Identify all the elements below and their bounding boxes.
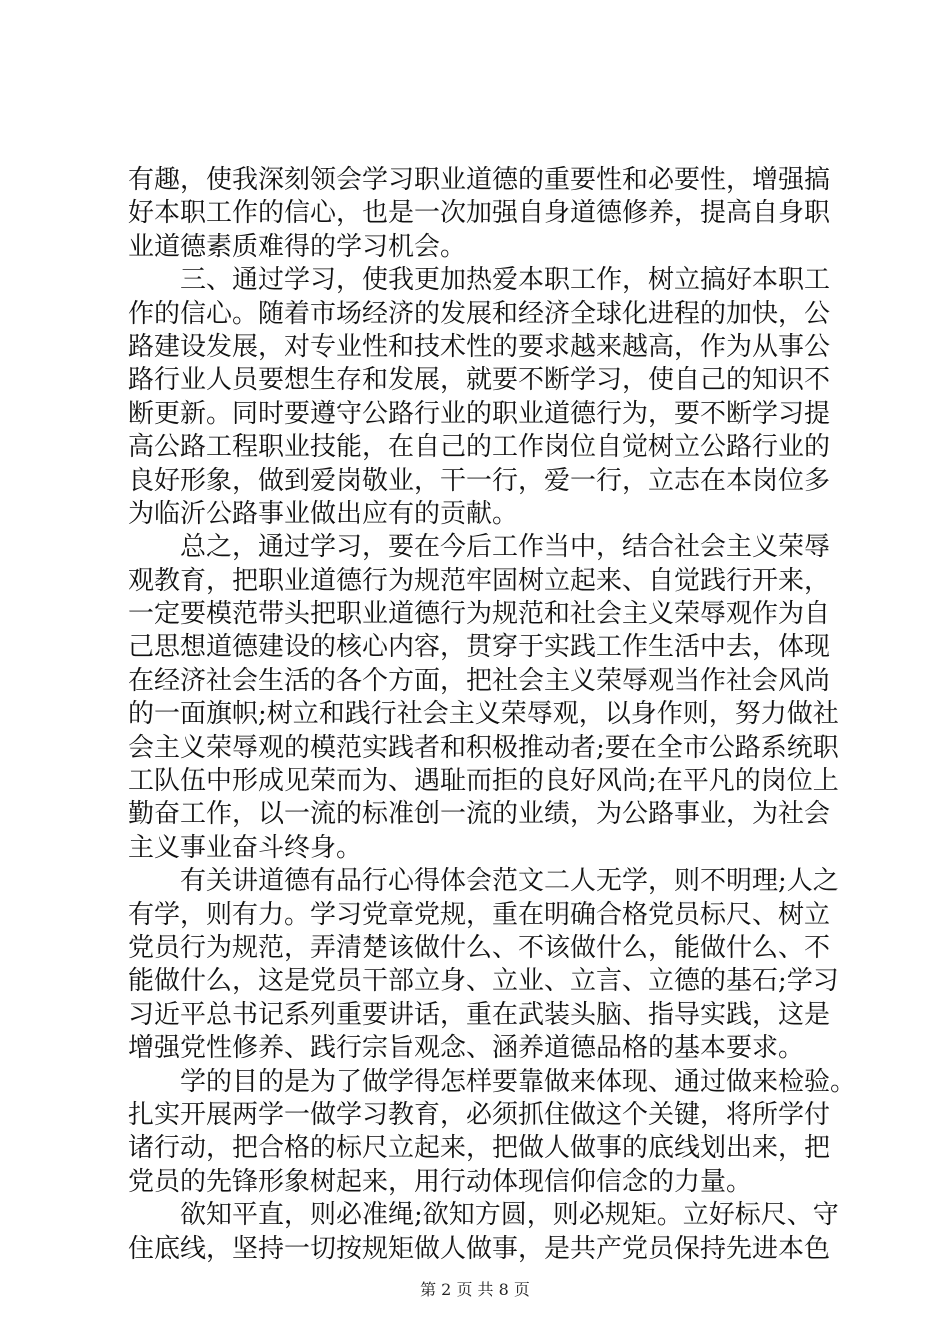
text-line: 三、通过学习，使我更加热爱本职工作，树立搞好本职工 (128, 265, 831, 296)
document-body (128, 164, 857, 1266)
text-line: 诸行动，把合格的标尺立起来，把做人做事的底线划出来，把 (128, 1133, 831, 1164)
text-line: 住底线，坚持一切按规矩做人做事，是共产党员保持先进本色 (128, 1233, 831, 1264)
text-line: 工队伍中形成见荣而为、遇耻而拒的良好风尚;在平凡的岗位上 (128, 766, 839, 797)
text-line: 能做什么，这是党员干部立身、立业、立言、立德的基石;学习 (128, 966, 839, 997)
text-line: 的一面旗帜;树立和践行社会主义荣辱观，以身作则，努力做社 (128, 699, 839, 730)
text-line: 一定要模范带头把职业道德行为规范和社会主义荣辱观作为自 (128, 599, 831, 630)
text-line: 勤奋工作，以一流的标准创一流的业绩，为公路事业，为社会 (128, 799, 831, 830)
text-line: 习近平总书记系列重要讲话，重在武装头脑、指导实践，这是 (128, 999, 831, 1030)
text-line: 为临沂公路事业做出应有的贡献。 (128, 498, 519, 529)
text-line: 业道德素质难得的学习机会。 (128, 231, 467, 262)
text-line: 党员行为规范，弄清楚该做什么、不该做什么，能做什么、不 (128, 932, 831, 963)
text-line: 总之，通过学习，要在今后工作当中，结合社会主义荣辱 (128, 532, 831, 563)
text-line: 欲知平直，则必准绳;欲知方圆，则必规矩。立好标尺、守 (128, 1200, 839, 1231)
page-number-footer: 第 2 页 共 8 页 (420, 1280, 530, 1299)
text-line: 己思想道德建设的核心内容，贯穿于实践工作生活中去，体现 (128, 632, 831, 663)
text-line: 高公路工程职业技能，在自己的工作岗位自觉树立公路行业的 (128, 432, 831, 463)
text-line: 有关讲道德有品行心得体会范文二人无学，则不明理;人之 (128, 866, 839, 897)
text-line: 路建设发展，对专业性和技术性的要求越来越高，作为从事公 (128, 331, 831, 362)
text-line: 断更新。同时要遵守公路行业的职业道德行为，要不断学习提 (128, 398, 831, 429)
text-line: 学的目的是为了做学得怎样要靠做来体现、通过做来检验。 (128, 1066, 857, 1097)
text-line: 有学，则有力。学习党章党规，重在明确合格党员标尺、树立 (128, 899, 831, 930)
text-line: 增强党性修养、践行宗旨观念、涵养道德品格的基本要求。 (128, 1033, 805, 1064)
text-line: 良好形象，做到爱岗敬业，干一行，爱一行，立志在本岗位多 (128, 465, 831, 496)
text-line: 路行业人员要想生存和发展，就要不断学习，使自己的知识不 (128, 365, 831, 396)
text-line: 作的信心。随着市场经济的发展和经济全球化进程的加快，公 (128, 298, 831, 329)
text-line: 有趣，使我深刻领会学习职业道德的重要性和必要性，增强搞 (128, 165, 831, 195)
text-line: 会主义荣辱观的模范实践者和积极推动者;要在全市公路系统职 (128, 732, 839, 763)
text-line: 观教育，把职业道德行为规范牢固树立起来、自觉践行开来， (128, 565, 831, 596)
text-line: 扎实开展两学一做学习教育，必须抓住做这个关键，将所学付 (128, 1099, 831, 1130)
text-line: 好本职工作的信心，也是一次加强自身道德修养，提高自身职 (128, 198, 831, 229)
text-line: 党员的先锋形象树起来，用行动体现信仰信念的力量。 (128, 1166, 753, 1197)
text-line: 主义事业奋斗终身。 (128, 832, 363, 863)
text-line: 在经济社会生活的各个方面，把社会主义荣辱观当作社会风尚 (128, 665, 831, 696)
